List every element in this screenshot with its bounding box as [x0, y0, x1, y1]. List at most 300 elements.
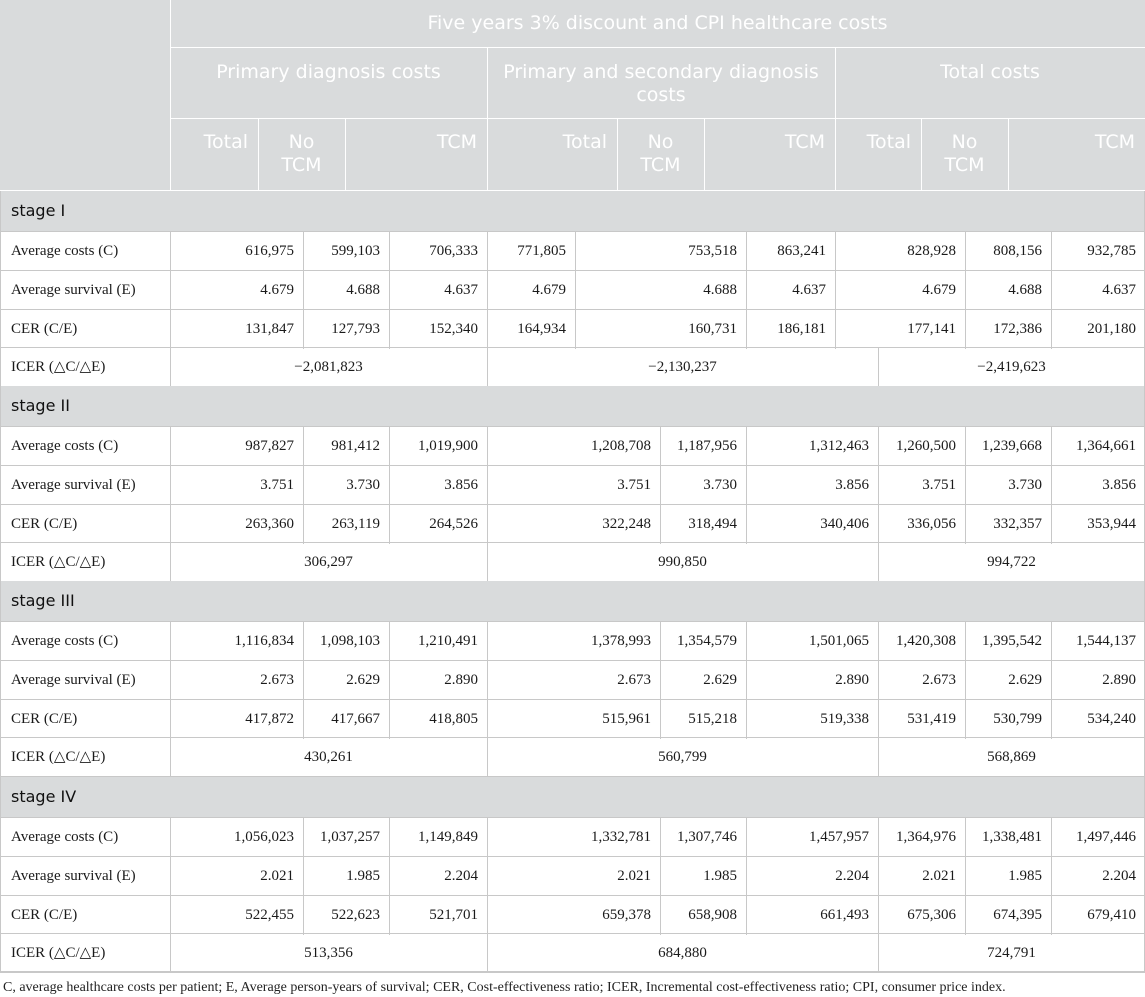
row-label: Average costs (C) — [11, 829, 119, 845]
col-rule — [746, 622, 747, 661]
row-rule — [0, 933, 1145, 934]
col-rule — [487, 543, 488, 582]
icer-value: −2,130,237 — [648, 359, 717, 376]
icer-value: 990,850 — [658, 554, 707, 571]
col-rule — [487, 232, 488, 271]
icer-value: 724,791 — [987, 945, 1036, 962]
col-rule — [303, 232, 304, 271]
table-cell: 3.856 — [835, 476, 869, 493]
col-rule — [965, 622, 966, 661]
col-rule — [835, 232, 836, 271]
table-cell: 519,338 — [820, 710, 869, 727]
row-rule — [0, 504, 1145, 505]
table-cell: 263,119 — [331, 515, 380, 532]
table-cell: 1,037,257 — [320, 829, 380, 845]
col-rule — [170, 271, 171, 310]
col-rule — [389, 310, 390, 349]
col-rule — [170, 622, 171, 661]
col-rule — [303, 505, 304, 544]
header-divider — [704, 119, 705, 190]
col-rule — [878, 427, 879, 466]
col-rule — [575, 310, 576, 349]
table-cell: 531,419 — [907, 710, 956, 727]
table-cell: 1,312,463 — [809, 438, 869, 454]
col-rule — [487, 622, 488, 661]
col-rule — [575, 271, 576, 310]
table-cell: 753,518 — [688, 243, 737, 259]
group-header: Total costs — [940, 61, 1040, 83]
row-rule — [0, 817, 1145, 818]
col-rule — [487, 348, 488, 387]
stage-label: stage I — [11, 201, 66, 220]
col-rule — [1051, 818, 1052, 857]
col-rule — [660, 466, 661, 505]
col-header: No TCM — [944, 131, 985, 176]
icer-value: 684,880 — [658, 945, 707, 962]
table-cell: 2.629 — [1008, 671, 1042, 688]
table-cell: 4.679 — [532, 281, 566, 298]
col-rule — [965, 310, 966, 349]
col-rule — [965, 271, 966, 310]
col-rule — [303, 427, 304, 466]
table-cell: 160,731 — [688, 320, 737, 337]
table-cell: 127,793 — [331, 320, 380, 337]
icer-label: ICER (△C/△E) — [11, 945, 106, 962]
row-label: CER (C/E) — [11, 710, 78, 727]
table-cell: 522,623 — [331, 906, 380, 923]
col-rule — [575, 232, 576, 271]
table-cell: 322,248 — [602, 515, 651, 532]
row-rule — [0, 660, 1145, 661]
col-rule — [878, 818, 879, 857]
row-label: Average survival (E) — [11, 476, 136, 493]
table-cell: 981,412 — [331, 438, 380, 454]
col-rule — [389, 232, 390, 271]
table-cell: 3.856 — [444, 476, 478, 493]
col-rule — [965, 700, 966, 739]
header-divider — [1008, 119, 1009, 190]
row-rule — [0, 542, 1145, 543]
table-cell: 616,975 — [245, 243, 294, 259]
col-rule — [660, 661, 661, 700]
col-rule — [660, 700, 661, 739]
col-rule — [389, 661, 390, 700]
table-cell: 2.021 — [922, 867, 956, 884]
header-rule — [170, 47, 1145, 48]
col-rule — [170, 466, 171, 505]
table-cell: 172,386 — [993, 320, 1042, 337]
row-label: CER (C/E) — [11, 320, 78, 337]
table-cell: 201,180 — [1087, 320, 1136, 337]
table-cell: 2.890 — [835, 671, 869, 688]
table-cell: 515,961 — [602, 710, 651, 727]
col-rule — [660, 427, 661, 466]
table-cell: 1,019,900 — [418, 438, 478, 454]
col-rule — [389, 700, 390, 739]
col-header: TCM — [436, 131, 477, 153]
icer-value: 568,869 — [987, 749, 1036, 766]
row-rule — [0, 856, 1145, 857]
row-label: Average costs (C) — [11, 243, 119, 259]
col-rule — [746, 505, 747, 544]
row-rule — [0, 231, 1145, 232]
table-cell: 1,544,137 — [1076, 633, 1136, 649]
table-cell: 4.688 — [1008, 281, 1042, 298]
table-cell: 3.751 — [260, 476, 294, 493]
table-cell: 1.985 — [1008, 867, 1042, 884]
col-rule — [746, 700, 747, 739]
col-rule — [170, 661, 171, 700]
col-rule — [170, 857, 171, 896]
col-header: Total — [203, 131, 248, 153]
table-cell: 534,240 — [1087, 710, 1136, 727]
col-rule — [1051, 310, 1052, 349]
col-rule — [660, 857, 661, 896]
col-rule — [878, 348, 879, 387]
table-cell: 3.856 — [1102, 476, 1136, 493]
table-cell: 4.637 — [792, 281, 826, 298]
col-rule — [389, 622, 390, 661]
col-rule — [746, 857, 747, 896]
col-rule — [389, 271, 390, 310]
col-rule — [303, 622, 304, 661]
table-cell: 1,208,708 — [591, 438, 651, 454]
col-rule — [1051, 622, 1052, 661]
col-rule — [303, 896, 304, 935]
col-rule — [746, 896, 747, 935]
col-rule — [170, 934, 171, 973]
table-cell: 417,872 — [245, 710, 294, 727]
table-cell: 4.637 — [444, 281, 478, 298]
table-cell: 131,847 — [245, 320, 294, 337]
header-divider — [487, 48, 488, 190]
col-rule — [660, 818, 661, 857]
header-divider — [170, 0, 171, 190]
col-rule — [170, 543, 171, 582]
row-label: CER (C/E) — [11, 906, 78, 923]
table-cell: 353,944 — [1087, 515, 1136, 532]
table-cell: 2.629 — [346, 671, 380, 688]
table-cell: 1,457,957 — [809, 829, 869, 845]
icer-value: 994,722 — [987, 554, 1036, 571]
table-cell: 515,218 — [688, 710, 737, 727]
caption-header: Five years 3% discount and CPI healthcare costs — [427, 12, 888, 34]
col-rule — [878, 738, 879, 777]
table-cell: 1,187,956 — [677, 438, 737, 454]
header-divider — [345, 119, 346, 190]
col-rule — [878, 505, 879, 544]
table-cell: 1,239,668 — [982, 438, 1042, 454]
col-rule — [389, 857, 390, 896]
row-label: CER (C/E) — [11, 515, 78, 532]
table-cell: 1,307,746 — [677, 829, 737, 845]
table-cell: 264,526 — [429, 515, 478, 532]
icer-value: −2,081,823 — [294, 359, 363, 376]
col-header: TCM — [784, 131, 825, 153]
col-rule — [1051, 661, 1052, 700]
row-rule — [0, 309, 1145, 310]
row-rule — [0, 972, 1145, 973]
table-cell: 1,210,491 — [418, 633, 478, 649]
table-cell: 318,494 — [688, 515, 737, 532]
col-rule — [746, 818, 747, 857]
col-rule — [746, 271, 747, 310]
table-cell: 2.629 — [703, 671, 737, 688]
col-rule — [487, 271, 488, 310]
table-cell: 679,410 — [1087, 906, 1136, 923]
header-divider — [617, 119, 618, 190]
col-rule — [1051, 232, 1052, 271]
table-cell: 3.730 — [703, 476, 737, 493]
row-rule — [0, 465, 1145, 466]
table-cell: 4.688 — [346, 281, 380, 298]
stage-label: stage III — [11, 591, 75, 610]
table-cell: 808,156 — [993, 243, 1042, 259]
stage-label: stage II — [11, 396, 70, 415]
table-cell: 828,928 — [907, 243, 956, 259]
table-cell: 1,420,308 — [896, 633, 956, 649]
table-footnote: C, average healthcare costs per patient; E, Average person-years of survival; CER, Cost-effectiveness ratio; ICER, Incremental cost-effectiveness ratio; CPI, consumer price index. — [3, 980, 1006, 995]
col-rule — [170, 310, 171, 349]
table-cell: 1,395,542 — [982, 633, 1042, 649]
table-cell: 2.673 — [260, 671, 294, 688]
table-cell: 1,364,661 — [1076, 438, 1136, 454]
col-rule — [487, 896, 488, 935]
col-rule — [878, 700, 879, 739]
col-rule — [746, 310, 747, 349]
col-rule — [1051, 466, 1052, 505]
col-rule — [170, 738, 171, 777]
table-cell: 418,805 — [429, 710, 478, 727]
table-cell: 1,338,481 — [982, 829, 1042, 845]
table-cell: 599,103 — [331, 243, 380, 259]
table-cell: 675,306 — [907, 906, 956, 923]
group-header: Primary diagnosis costs — [216, 61, 441, 83]
col-header: Total — [562, 131, 607, 153]
col-rule — [878, 896, 879, 935]
table-cell: 1,260,500 — [896, 438, 956, 454]
col-rule — [487, 818, 488, 857]
col-rule — [878, 661, 879, 700]
table-cell: 1,497,446 — [1076, 829, 1136, 845]
table-cell: 521,701 — [429, 906, 478, 923]
header-divider — [258, 119, 259, 190]
table-cell: 4.637 — [1102, 281, 1136, 298]
col-rule — [746, 661, 747, 700]
table-cell: 1,501,065 — [809, 633, 869, 649]
col-rule — [1051, 427, 1052, 466]
col-rule — [303, 818, 304, 857]
col-rule — [487, 857, 488, 896]
col-rule — [835, 310, 836, 349]
table-cell: 152,340 — [429, 320, 478, 337]
table-cell: 3.730 — [346, 476, 380, 493]
table-cell: 332,357 — [993, 515, 1042, 532]
table-cell: 4.679 — [922, 281, 956, 298]
col-rule — [487, 738, 488, 777]
col-rule — [878, 466, 879, 505]
icer-label: ICER (△C/△E) — [11, 749, 106, 766]
table-cell: 2.021 — [260, 867, 294, 884]
table-cell: 2.890 — [444, 671, 478, 688]
col-rule — [878, 543, 879, 582]
stage-label: stage IV — [11, 787, 77, 806]
table-cell: 263,360 — [245, 515, 294, 532]
col-rule — [487, 661, 488, 700]
icer-label: ICER (△C/△E) — [11, 554, 106, 571]
table-cell: 2.204 — [835, 867, 869, 884]
table-cell: 1,149,849 — [418, 829, 478, 845]
col-rule — [965, 818, 966, 857]
col-rule — [1051, 700, 1052, 739]
col-rule — [389, 466, 390, 505]
row-rule — [0, 895, 1145, 896]
col-rule — [1051, 271, 1052, 310]
col-header: TCM — [1094, 131, 1135, 153]
col-rule — [303, 271, 304, 310]
col-rule — [965, 505, 966, 544]
col-rule — [170, 818, 171, 857]
col-rule — [746, 466, 747, 505]
icer-value: 306,297 — [304, 554, 353, 571]
row-label: Average survival (E) — [11, 281, 136, 298]
table-cell: 3.730 — [1008, 476, 1042, 493]
table-cell: 336,056 — [907, 515, 956, 532]
icer-value: −2,419,623 — [977, 359, 1046, 376]
col-rule — [389, 505, 390, 544]
col-rule — [170, 505, 171, 544]
table-cell: 177,141 — [907, 320, 956, 337]
table-cell: 932,785 — [1087, 243, 1136, 259]
table-cell: 4.688 — [703, 281, 737, 298]
row-rule — [0, 699, 1145, 700]
col-rule — [1051, 505, 1052, 544]
table-edge — [0, 191, 1, 972]
table-cell: 1,098,103 — [320, 633, 380, 649]
col-rule — [170, 232, 171, 271]
table-cell: 2.673 — [617, 671, 651, 688]
table-edge — [0, 971, 1145, 972]
icer-value: 560,799 — [658, 749, 707, 766]
table-cell: 658,908 — [688, 906, 737, 923]
col-header: Total — [866, 131, 911, 153]
table-cell: 186,181 — [777, 320, 826, 337]
col-rule — [389, 896, 390, 935]
col-rule — [660, 505, 661, 544]
header-rule — [170, 118, 1145, 119]
row-rule — [0, 621, 1145, 622]
col-rule — [965, 857, 966, 896]
table-cell: 3.751 — [617, 476, 651, 493]
row-rule — [0, 270, 1145, 271]
icer-value: 513,356 — [304, 945, 353, 962]
col-rule — [878, 857, 879, 896]
col-rule — [303, 466, 304, 505]
table-cell: 1,116,834 — [234, 633, 294, 649]
col-rule — [965, 427, 966, 466]
col-rule — [389, 427, 390, 466]
table-cell: 2.204 — [444, 867, 478, 884]
col-rule — [965, 466, 966, 505]
col-rule — [660, 896, 661, 935]
table-cell: 530,799 — [993, 710, 1042, 727]
row-rule — [0, 347, 1145, 348]
col-header: No TCM — [640, 131, 681, 176]
icer-value: 430,261 — [304, 749, 353, 766]
row-rule — [0, 426, 1145, 427]
col-rule — [965, 896, 966, 935]
table-cell: 674,395 — [993, 906, 1042, 923]
table-cell: 1,056,023 — [234, 829, 294, 845]
col-rule — [1051, 857, 1052, 896]
col-rule — [660, 622, 661, 661]
table-cell: 2.890 — [1102, 671, 1136, 688]
row-label: Average costs (C) — [11, 438, 119, 454]
col-rule — [487, 700, 488, 739]
table-cell: 1,378,993 — [591, 633, 651, 649]
col-rule — [170, 896, 171, 935]
table-cell: 4.679 — [260, 281, 294, 298]
table-cell: 522,455 — [245, 906, 294, 923]
table-cell: 659,378 — [602, 906, 651, 923]
table-cell: 987,827 — [245, 438, 294, 454]
group-header: Primary and secondary diagnosis costs — [503, 61, 819, 106]
header-divider — [921, 119, 922, 190]
col-rule — [170, 427, 171, 466]
table-cell: 340,406 — [820, 515, 869, 532]
table-cell: 1.985 — [346, 867, 380, 884]
icer-label: ICER (△C/△E) — [11, 359, 106, 376]
table-cell: 164,934 — [517, 320, 566, 337]
col-rule — [835, 271, 836, 310]
col-rule — [487, 466, 488, 505]
col-rule — [303, 700, 304, 739]
table-cell: 2.673 — [922, 671, 956, 688]
col-rule — [487, 505, 488, 544]
col-rule — [303, 661, 304, 700]
col-rule — [1051, 896, 1052, 935]
col-rule — [965, 232, 966, 271]
col-rule — [303, 857, 304, 896]
table-cell: 1,354,579 — [677, 633, 737, 649]
col-rule — [487, 934, 488, 973]
row-label: Average costs (C) — [11, 633, 119, 649]
table-cell: 771,805 — [517, 243, 566, 259]
col-rule — [746, 427, 747, 466]
col-rule — [878, 934, 879, 973]
table-cell: 1,332,781 — [591, 829, 651, 845]
table-cell: 417,667 — [331, 710, 380, 727]
row-label: Average survival (E) — [11, 867, 136, 884]
table-cell: 1.985 — [703, 867, 737, 884]
col-rule — [389, 818, 390, 857]
col-rule — [170, 348, 171, 387]
row-label: Average survival (E) — [11, 671, 136, 688]
table-cell: 2.021 — [617, 867, 651, 884]
table-cell: 3.751 — [922, 476, 956, 493]
col-rule — [170, 700, 171, 739]
col-rule — [878, 622, 879, 661]
col-rule — [487, 310, 488, 349]
col-rule — [487, 427, 488, 466]
table-cell: 863,241 — [777, 243, 826, 259]
table-cell: 2.204 — [1102, 867, 1136, 884]
table-cell: 706,333 — [429, 243, 478, 259]
col-rule — [303, 310, 304, 349]
table-cell: 661,493 — [820, 906, 869, 923]
row-rule — [0, 737, 1145, 738]
table-cell: 1,364,976 — [896, 829, 956, 845]
